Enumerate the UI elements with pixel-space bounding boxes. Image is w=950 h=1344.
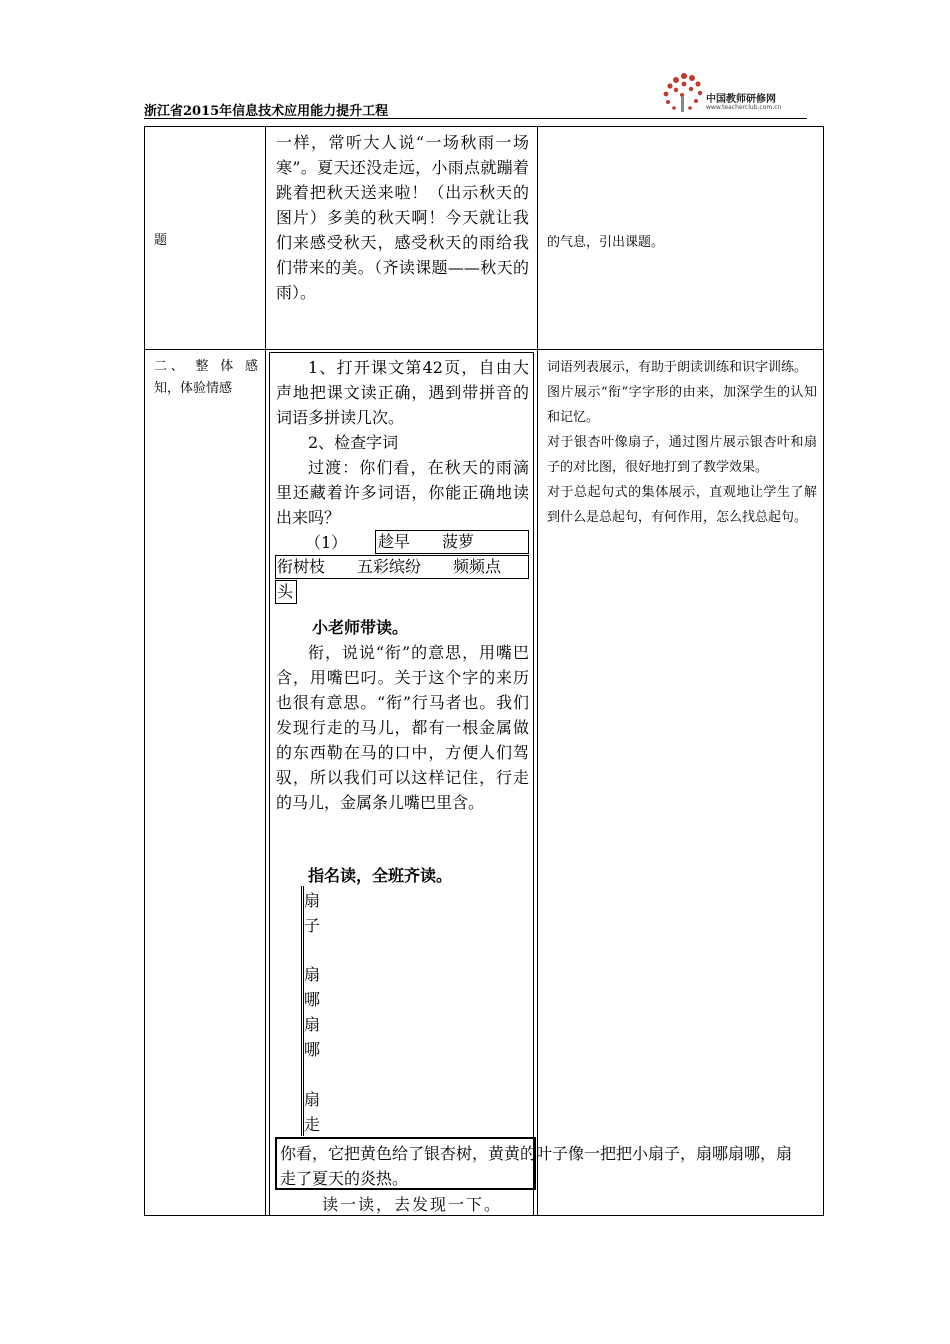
word-list-prefix: （1） (305, 533, 348, 552)
row2-design-intent (547, 355, 817, 530)
header-rule (144, 118, 807, 119)
step2-heading: 2、检查字词 (308, 433, 399, 452)
vertical-word-3: 扇走 (304, 1090, 321, 1134)
logo-chinese-text: 中国教师研修网 (706, 94, 776, 105)
passage-line-1: 你看，它把黄色给了银杏树，黄黄的叶子像一把把小扇子，扇哪扇哪，扇 (280, 1144, 793, 1163)
design-note-3: 对于银杏叶像扇子，通过图片展示银杏叶和扇子的对比图，很好地打到了教学效果。 (547, 435, 817, 475)
row2-teaching-content (276, 355, 529, 530)
transition-paragraph: 过渡：你们看，在秋天的雨滴里还藏着许多词语，你能正确地读出来吗？ (276, 458, 529, 527)
xian-explanation (276, 640, 529, 815)
table-column-divider-1 (265, 126, 266, 1216)
passage-line-2: 走了夏天的炎热。 (280, 1169, 409, 1188)
row1-teaching-text: 一样，常听大人说“一场秋雨一场寒”。夏天还没走远，小雨点就蹦着跳着把秋天送来啦！（出示秋天的图片）多美的秋天啊！今天就让我们来感受秋天，感受秋天的雨给我们带来的美。（齐读课题——秋天的雨）。 (276, 133, 529, 302)
column2-inner-right-border (533, 352, 534, 1216)
design-note-2: 图片展示“衔”字字形的由来，加深学生的认知和记忆。 (547, 385, 817, 425)
word-list-line1: 趁早 菠萝 (378, 532, 475, 551)
column2-inner-top-border (269, 352, 533, 353)
vertical-word-1: 扇子 (304, 891, 321, 935)
word-list-line3: 头 (277, 582, 294, 601)
design-note-1: 词语列表展示，有助于朗读训练和识字训练。 (547, 360, 808, 375)
reading-instruction: 指名读，全班齐读。 (308, 866, 453, 885)
word-list-line2: 衔树枝 五彩缤纷 频频点 (277, 557, 502, 576)
teacher-lead-reading: 小老师带读。 (312, 618, 409, 637)
xian-explanation-text: 衔，说说“衔”的意思，用嘴巴含，用嘴巴叼。关于这个字的来历也很有意思。“衔”行马者也。我们发现行走的马儿，都有一根金属做的东西勒在马的口中，方便人们驾驭，所以我们可以这样记住，行走的马儿，金属条儿嘴巴里含。 (276, 643, 529, 812)
step1-paragraph: 1、打开课文第42页，自由大声地把课文读正确，遇到带拼音的词语多拼读几次。 (276, 358, 529, 427)
row2-stage-label: 二、 整 体 感 知，体验情感 (154, 359, 258, 396)
row1-stage-label: 题 (154, 233, 168, 248)
vertical-text-box-left-border (301, 886, 302, 1136)
table-column-divider-2 (537, 126, 538, 1216)
vertical-word-2: 扇哪扇哪 (304, 965, 321, 1059)
row1-design-intent: 的气息，引出课题。 (547, 235, 665, 250)
design-note-4: 对于总起句式的集体展示，直观地让学生了解到什么是总起句，有何作用，怎么找总起句。 (547, 485, 817, 525)
table-row-divider (144, 349, 824, 350)
logo-english-text: www.teacherclub.com.cn (706, 104, 782, 111)
document-header-title: 浙江省2015年信息技术应用能力提升工程 (144, 104, 389, 119)
discover-instruction: 读一读，去发现一下。 (322, 1195, 503, 1214)
column2-inner-left-border (269, 352, 270, 1216)
